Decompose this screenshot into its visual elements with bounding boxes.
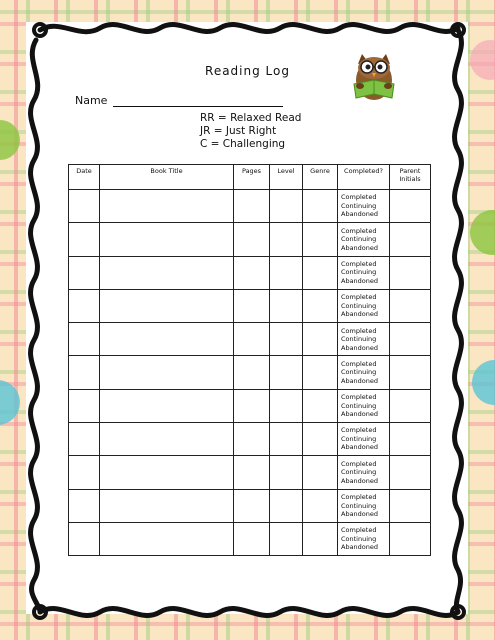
table-row bbox=[69, 256, 431, 289]
status-option[interactable]: Continuing bbox=[341, 534, 377, 543]
table-row bbox=[69, 323, 431, 356]
genre-cell[interactable] bbox=[303, 356, 338, 389]
status-option[interactable]: Abandoned bbox=[341, 310, 379, 319]
genre-cell[interactable] bbox=[303, 289, 338, 322]
date-cell[interactable] bbox=[69, 289, 100, 322]
status-option[interactable]: Abandoned bbox=[341, 276, 379, 285]
status-option[interactable]: Continuing bbox=[341, 501, 377, 510]
column-header: Genre bbox=[303, 165, 338, 190]
genre-cell[interactable] bbox=[303, 456, 338, 489]
column-header: Book Title bbox=[100, 165, 234, 190]
date-cell[interactable] bbox=[69, 522, 100, 555]
completed-cell[interactable] bbox=[338, 423, 390, 456]
reading-log-table bbox=[68, 164, 431, 556]
date-cell[interactable] bbox=[69, 356, 100, 389]
level-cell[interactable] bbox=[270, 323, 303, 356]
table-header-row bbox=[69, 165, 431, 190]
parent-initials-cell[interactable] bbox=[390, 389, 431, 422]
pages-cell[interactable] bbox=[234, 389, 270, 422]
level-cell[interactable] bbox=[270, 522, 303, 555]
table-row bbox=[69, 356, 431, 389]
book-title-cell[interactable] bbox=[100, 389, 234, 422]
status-option[interactable]: Continuing bbox=[341, 368, 377, 377]
table-row bbox=[69, 489, 431, 522]
status-option[interactable]: Completed bbox=[341, 426, 377, 435]
status-option[interactable]: Continuing bbox=[341, 401, 377, 410]
completed-cell[interactable] bbox=[338, 489, 390, 522]
level-cell[interactable] bbox=[270, 389, 303, 422]
status-option[interactable]: Completed bbox=[341, 259, 377, 268]
status-option[interactable]: Abandoned bbox=[341, 443, 379, 452]
status-option[interactable]: Completed bbox=[341, 526, 377, 535]
owl-reading-icon bbox=[350, 50, 398, 102]
level-cell[interactable] bbox=[270, 190, 303, 223]
page-title: Reading Log bbox=[205, 64, 290, 78]
status-option[interactable]: Abandoned bbox=[341, 510, 379, 519]
pages-cell[interactable] bbox=[234, 256, 270, 289]
column-header: Parent Initials bbox=[390, 165, 431, 190]
name-label: Name bbox=[75, 94, 108, 107]
pages-cell[interactable] bbox=[234, 423, 270, 456]
parent-initials-cell[interactable] bbox=[390, 289, 431, 322]
completed-cell[interactable] bbox=[338, 356, 390, 389]
name-line[interactable] bbox=[113, 96, 283, 107]
key-item: RR = Relaxed Read bbox=[200, 112, 302, 124]
column-header: Level bbox=[270, 165, 303, 190]
genre-cell[interactable] bbox=[303, 423, 338, 456]
genre-cell[interactable] bbox=[303, 323, 338, 356]
pages-cell[interactable] bbox=[234, 356, 270, 389]
completed-cell[interactable] bbox=[338, 223, 390, 256]
name-field[interactable] bbox=[75, 94, 283, 107]
status-option[interactable]: Abandoned bbox=[341, 210, 379, 219]
level-cell[interactable] bbox=[270, 289, 303, 322]
book-title-cell[interactable] bbox=[100, 356, 234, 389]
status-option[interactable]: Continuing bbox=[341, 434, 377, 443]
pages-cell[interactable] bbox=[234, 223, 270, 256]
status-option[interactable]: Completed bbox=[341, 226, 377, 235]
pages-cell[interactable] bbox=[234, 289, 270, 322]
status-option[interactable]: Continuing bbox=[341, 268, 377, 277]
table-row bbox=[69, 423, 431, 456]
status-option[interactable]: Abandoned bbox=[341, 343, 379, 352]
status-option[interactable]: Abandoned bbox=[341, 476, 379, 485]
status-option[interactable]: Abandoned bbox=[341, 243, 379, 252]
level-cell[interactable] bbox=[270, 223, 303, 256]
table-row bbox=[69, 522, 431, 555]
completed-cell[interactable] bbox=[338, 389, 390, 422]
level-cell[interactable] bbox=[270, 423, 303, 456]
pages-cell[interactable] bbox=[234, 323, 270, 356]
date-cell[interactable] bbox=[69, 389, 100, 422]
key-item: C = Challenging bbox=[200, 138, 286, 150]
date-cell[interactable] bbox=[69, 190, 100, 223]
book-title-cell[interactable] bbox=[100, 489, 234, 522]
status-option[interactable]: Continuing bbox=[341, 201, 377, 210]
parent-initials-cell[interactable] bbox=[390, 323, 431, 356]
table-row bbox=[69, 223, 431, 256]
completed-cell[interactable] bbox=[338, 190, 390, 223]
date-cell[interactable] bbox=[69, 256, 100, 289]
book-title-cell[interactable] bbox=[100, 289, 234, 322]
status-option[interactable]: Continuing bbox=[341, 468, 377, 477]
book-title-cell[interactable] bbox=[100, 522, 234, 555]
status-option[interactable]: Completed bbox=[341, 326, 377, 335]
level-cell[interactable] bbox=[270, 456, 303, 489]
status-option[interactable]: Completed bbox=[341, 459, 377, 468]
completed-cell[interactable] bbox=[338, 323, 390, 356]
table-row bbox=[69, 190, 431, 223]
key-item: JR = Just Right bbox=[200, 125, 277, 137]
status-option[interactable]: Abandoned bbox=[341, 543, 379, 552]
completed-cell[interactable] bbox=[338, 256, 390, 289]
genre-cell[interactable] bbox=[303, 522, 338, 555]
parent-initials-cell[interactable] bbox=[390, 423, 431, 456]
genre-cell[interactable] bbox=[303, 489, 338, 522]
book-title-cell[interactable] bbox=[100, 456, 234, 489]
genre-cell[interactable] bbox=[303, 190, 338, 223]
date-cell[interactable] bbox=[69, 323, 100, 356]
status-option[interactable]: Completed bbox=[341, 393, 377, 402]
pages-cell[interactable] bbox=[234, 456, 270, 489]
status-option[interactable]: Completed bbox=[341, 293, 377, 302]
status-option[interactable]: Abandoned bbox=[341, 410, 379, 419]
book-title-cell[interactable] bbox=[100, 423, 234, 456]
book-title-cell[interactable] bbox=[100, 256, 234, 289]
pages-cell[interactable] bbox=[234, 489, 270, 522]
parent-initials-cell[interactable] bbox=[390, 489, 431, 522]
book-title-cell[interactable] bbox=[100, 323, 234, 356]
status-option[interactable]: Continuing bbox=[341, 235, 377, 244]
book-title-cell[interactable] bbox=[100, 190, 234, 223]
column-header: Completed? bbox=[338, 165, 390, 190]
date-cell[interactable] bbox=[69, 489, 100, 522]
parent-initials-cell[interactable] bbox=[390, 256, 431, 289]
column-header: Pages bbox=[234, 165, 270, 190]
status-option[interactable]: Continuing bbox=[341, 301, 377, 310]
column-header: Date bbox=[69, 165, 100, 190]
pages-cell[interactable] bbox=[234, 190, 270, 223]
pages-cell[interactable] bbox=[234, 522, 270, 555]
level-cell[interactable] bbox=[270, 356, 303, 389]
table-row bbox=[69, 456, 431, 489]
table-row bbox=[69, 289, 431, 322]
date-cell[interactable] bbox=[69, 456, 100, 489]
completed-cell[interactable] bbox=[338, 289, 390, 322]
status-option[interactable]: Completed bbox=[341, 493, 377, 502]
table-body bbox=[69, 190, 431, 556]
parent-initials-cell[interactable] bbox=[390, 190, 431, 223]
genre-cell[interactable] bbox=[303, 256, 338, 289]
parent-initials-cell[interactable] bbox=[390, 522, 431, 555]
parent-initials-cell[interactable] bbox=[390, 456, 431, 489]
status-option[interactable]: Completed bbox=[341, 193, 377, 202]
book-title-cell[interactable] bbox=[100, 223, 234, 256]
completed-cell[interactable] bbox=[338, 522, 390, 555]
level-cell[interactable] bbox=[270, 489, 303, 522]
status-option[interactable]: Completed bbox=[341, 359, 377, 368]
parent-initials-cell[interactable] bbox=[390, 356, 431, 389]
level-key bbox=[200, 112, 301, 151]
date-cell[interactable] bbox=[69, 223, 100, 256]
status-option[interactable]: Continuing bbox=[341, 335, 377, 344]
parent-initials-cell[interactable] bbox=[390, 223, 431, 256]
status-option[interactable]: Abandoned bbox=[341, 376, 379, 385]
genre-cell[interactable] bbox=[303, 389, 338, 422]
completed-cell[interactable] bbox=[338, 456, 390, 489]
level-cell[interactable] bbox=[270, 256, 303, 289]
table-row bbox=[69, 389, 431, 422]
date-cell[interactable] bbox=[69, 423, 100, 456]
genre-cell[interactable] bbox=[303, 223, 338, 256]
